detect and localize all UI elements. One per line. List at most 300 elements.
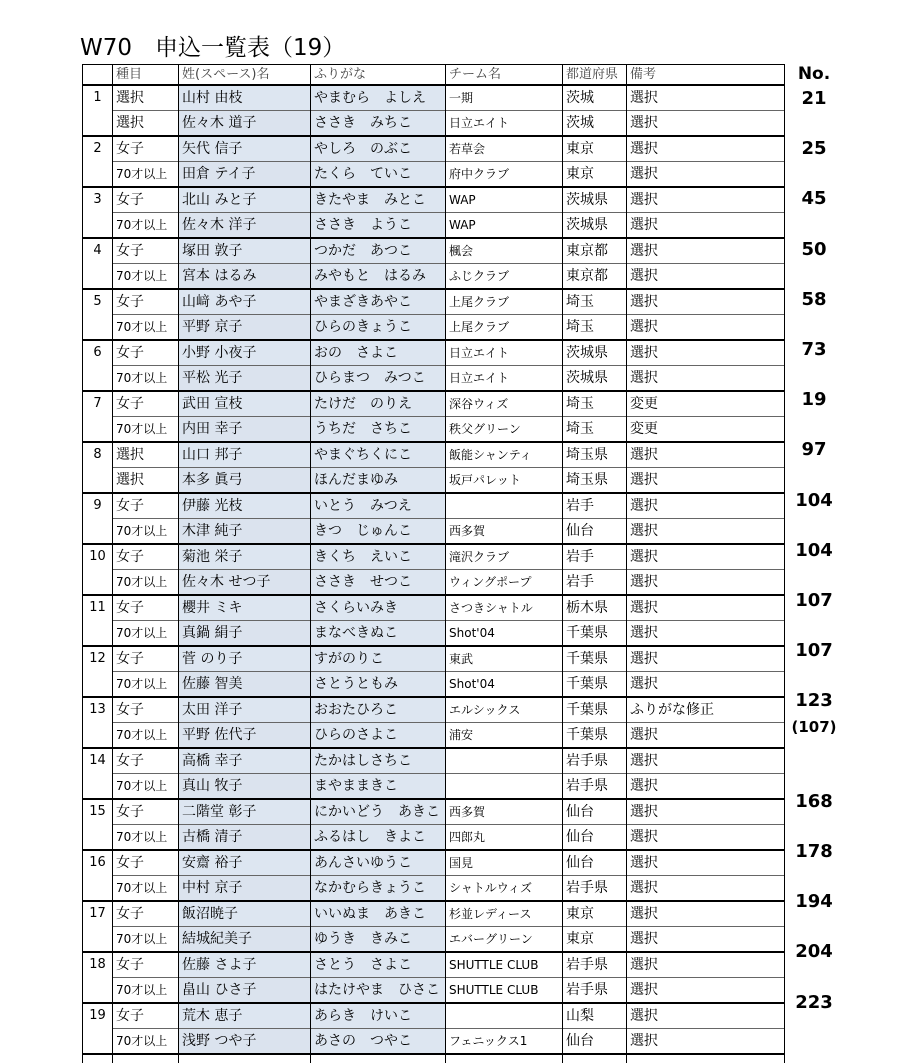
player-name: 本多 眞弓 [179,468,311,494]
note-cell: 選択 [627,213,785,239]
pair-index [83,1029,113,1055]
entry-number: 168 [795,790,833,812]
entry-number: 50 [801,238,827,260]
player-kana: ささき せつこ [311,570,446,596]
player-name: 平野 京子 [179,315,311,341]
prefecture: 山梨 [563,1003,627,1029]
player-name: 塚田 敦子 [179,238,311,264]
pair-index [83,519,113,545]
note-cell: 選択 [627,468,785,494]
player-kana: あらき けいこ [311,1003,446,1029]
prefecture: 埼玉 [563,289,627,315]
player-name: 小野 小夜子 [179,340,311,366]
team-name: 東武 [446,646,563,672]
event-cell: 選択 [113,442,179,468]
prefecture: 埼玉県 [563,442,627,468]
player-name: 中村 京子 [179,876,311,902]
player-kana: なかむらきょうこ [311,876,446,902]
table-row [83,264,785,290]
table-row [83,442,785,468]
prefecture: 仙台 [563,825,627,851]
player-kana: きつ じゅんこ [311,519,446,545]
header-kana: ふりがな [311,65,446,86]
pair-index: 16 [83,850,113,876]
pair-index: 10 [83,544,113,570]
team-name: WAP [446,187,563,213]
team-name: 国見 [446,850,563,876]
entry-number: 123 [795,690,833,712]
table-row [83,111,785,137]
event-cell: 70才以上 [113,723,179,749]
pair-index: 14 [83,748,113,774]
team-name: 杉並レディース [446,901,563,927]
entry-number-previous: (107) [791,717,837,736]
event-cell: 70才以上 [113,162,179,188]
pair-index: 6 [83,340,113,366]
team-name: SHUTTLE CLUB [446,978,563,1004]
pair-index: 15 [83,799,113,825]
player-name: 菅 のり子 [179,646,311,672]
player-kana: きくち えいこ [311,544,446,570]
entry-number: 21 [801,88,827,109]
pair-index: 4 [83,238,113,264]
team-name: 日立エイト [446,111,563,137]
note-cell: 選択 [627,748,785,774]
note-cell: 選択 [627,1029,785,1055]
player-name: 古橋 清子 [179,825,311,851]
player-kana: にかいどう あきこ [311,799,446,825]
player-name: 山村 由枝 [179,85,311,111]
prefecture: 東京 [563,927,627,953]
prefecture: 千葉県 [563,672,627,698]
table-row [83,544,785,570]
player-name: 武田 宣枝 [179,391,311,417]
note-cell: 選択 [627,825,785,851]
entry-table [82,64,785,1063]
team-name: 浦安 [446,723,563,749]
player-name: 浅野 つや子 [179,1029,311,1055]
pair-index [83,213,113,239]
note-cell: 選択 [627,901,785,927]
pair-index [83,468,113,494]
player-name: 荒木 恵子 [179,1003,311,1029]
event-cell: 女子 [113,952,179,978]
pair-index [83,876,113,902]
entry-number: 204 [795,941,833,963]
player-kana: いとう みつえ [311,493,446,519]
table-row [83,774,785,800]
team-name: WAP [446,213,563,239]
event-cell: 70才以上 [113,621,179,647]
empty-cell [113,1054,179,1063]
player-name: 真鍋 絹子 [179,621,311,647]
event-cell: 70才以上 [113,876,179,902]
player-name: 安齋 裕子 [179,850,311,876]
note-cell: 選択 [627,927,785,953]
prefecture: 栃木県 [563,595,627,621]
note-cell: 選択 [627,952,785,978]
header-event: 種目 [113,65,179,86]
prefecture: 仙台 [563,850,627,876]
prefecture: 千葉県 [563,621,627,647]
player-name: 佐藤 さよ子 [179,952,311,978]
prefecture: 岩手 [563,544,627,570]
empty-cell [179,1054,311,1063]
player-name: 畠山 ひさ子 [179,978,311,1004]
empty-cell [627,1054,785,1063]
table-row [83,621,785,647]
pair-index: 1 [83,85,113,111]
table-row [83,1029,785,1055]
player-kana: たかはしさちこ [311,748,446,774]
player-kana: うちだ さちこ [311,417,446,443]
table-row [83,927,785,953]
table-row [83,519,785,545]
team-name: 秩父グリーン [446,417,563,443]
team-name [446,1003,563,1029]
player-name: 佐藤 智美 [179,672,311,698]
prefecture: 千葉県 [563,646,627,672]
player-kana: つかだ あつこ [311,238,446,264]
prefecture: 茨城県 [563,366,627,392]
table-row [83,162,785,188]
table-row [83,799,785,825]
entry-number: 194 [795,891,833,913]
prefecture: 東京都 [563,264,627,290]
player-name: 佐々木 せつ子 [179,570,311,596]
team-name: 四郎丸 [446,825,563,851]
event-cell: 70才以上 [113,213,179,239]
player-name: 内田 幸子 [179,417,311,443]
pair-index: 12 [83,646,113,672]
team-name [446,493,563,519]
entry-number: 104 [795,489,833,511]
team-name: 一期 [446,85,563,111]
table-row [83,493,785,519]
note-cell: 選択 [627,621,785,647]
player-name: 山口 邦子 [179,442,311,468]
note-cell: 選択 [627,774,785,800]
note-cell: 選択 [627,850,785,876]
note-cell: 選択 [627,876,785,902]
page-title: W70 申込一覧表（19） [80,35,346,61]
player-kana: ひらのきょうこ [311,315,446,341]
player-kana: さくらいみき [311,595,446,621]
prefecture: 茨城県 [563,340,627,366]
player-name: 飯沼暁子 [179,901,311,927]
player-kana: みやもと はるみ [311,264,446,290]
table-row [83,340,785,366]
prefecture: 岩手 [563,493,627,519]
note-cell: 選択 [627,570,785,596]
note-cell: 選択 [627,646,785,672]
prefecture: 仙台 [563,1029,627,1055]
pair-index [83,723,113,749]
team-name: SHUTTLE CLUB [446,952,563,978]
empty-cell [311,1054,446,1063]
note-cell: 選択 [627,111,785,137]
note-cell: 選択 [627,315,785,341]
player-kana: ささき ようこ [311,213,446,239]
event-cell: 選択 [113,111,179,137]
event-cell: 70才以上 [113,264,179,290]
pair-index [83,570,113,596]
event-cell: 女子 [113,289,179,315]
entry-number: 58 [801,288,827,310]
player-kana: ほんだまゆみ [311,468,446,494]
event-cell: 70才以上 [113,978,179,1004]
prefecture: 岩手県 [563,952,627,978]
pair-index [83,672,113,698]
player-name: 平松 光子 [179,366,311,392]
note-cell: 選択 [627,264,785,290]
team-name: 若草会 [446,136,563,162]
entry-number: 19 [801,389,827,411]
table-row [83,315,785,341]
player-kana: あんさいゆうこ [311,850,446,876]
pair-index: 9 [83,493,113,519]
team-name: 楓会 [446,238,563,264]
player-kana: やまぐちくにこ [311,442,446,468]
entry-number: 107 [795,640,833,662]
team-name: エバーグリーン [446,927,563,953]
player-name: 櫻井 ミキ [179,595,311,621]
event-cell: 70才以上 [113,927,179,953]
player-kana: やまざきあやこ [311,289,446,315]
note-cell: 選択 [627,493,785,519]
event-cell: 女子 [113,697,179,723]
player-name: 山﨑 あや子 [179,289,311,315]
pair-index: 13 [83,697,113,723]
table-row [83,187,785,213]
prefecture: 仙台 [563,799,627,825]
pair-index [83,366,113,392]
player-kana: あさの つやこ [311,1029,446,1055]
event-cell: 女子 [113,799,179,825]
prefecture: 岩手県 [563,774,627,800]
note-cell: 選択 [627,238,785,264]
empty-cell [563,1054,627,1063]
prefecture: 埼玉県 [563,468,627,494]
empty-cell [83,1054,113,1063]
table-row [83,595,785,621]
event-cell: 女子 [113,187,179,213]
note-cell: 選択 [627,672,785,698]
table-row [83,978,785,1004]
prefecture: 仙台 [563,519,627,545]
prefecture: 埼玉 [563,391,627,417]
event-cell: 選択 [113,85,179,111]
entry-number: 104 [795,539,833,561]
table-row [83,748,785,774]
player-name: 佐々木 洋子 [179,213,311,239]
table-row [83,289,785,315]
note-cell: 選択 [627,162,785,188]
player-kana: すがのりこ [311,646,446,672]
note-cell: 選択 [627,136,785,162]
player-name: 佐々木 道子 [179,111,311,137]
prefecture: 岩手県 [563,748,627,774]
header-team: チーム名 [446,65,563,86]
table-row [83,672,785,698]
table-row [83,366,785,392]
table-row [83,723,785,749]
player-name: 真山 牧子 [179,774,311,800]
team-name: 深谷ウィズ [446,391,563,417]
player-name: 北山 みと子 [179,187,311,213]
team-name: 坂戸パレット [446,468,563,494]
player-kana: まやままきこ [311,774,446,800]
entry-number: 97 [801,439,827,461]
note-cell: 選択 [627,978,785,1004]
note-cell: 選択 [627,799,785,825]
pair-index: 2 [83,136,113,162]
note-cell: 選択 [627,289,785,315]
pair-index [83,927,113,953]
pair-index: 5 [83,289,113,315]
event-cell: 70才以上 [113,1029,179,1055]
note-cell: 変更 [627,417,785,443]
table-row [83,876,785,902]
event-cell: 女子 [113,1003,179,1029]
team-name: 西多賀 [446,519,563,545]
note-cell: 選択 [627,85,785,111]
player-name: 田倉 テイ子 [179,162,311,188]
player-kana: きたやま みとこ [311,187,446,213]
player-kana: いいぬま あきこ [311,901,446,927]
team-name: 上尾クラブ [446,289,563,315]
team-name [446,748,563,774]
player-name: 伊藤 光枝 [179,493,311,519]
team-name: 日立エイト [446,366,563,392]
entry-number: 25 [801,138,827,160]
team-name: 飯能シャンティ [446,442,563,468]
pair-index: 19 [83,1003,113,1029]
table-row-continued [83,1054,785,1063]
team-name: シャトルウィズ [446,876,563,902]
table-row [83,85,785,111]
prefecture: 埼玉 [563,315,627,341]
team-name: ウィングポープ [446,570,563,596]
prefecture: 東京 [563,162,627,188]
event-cell: 70才以上 [113,417,179,443]
table-row [83,391,785,417]
event-cell: 女子 [113,748,179,774]
prefecture: 茨城県 [563,213,627,239]
prefecture: 岩手 [563,570,627,596]
pair-index [83,978,113,1004]
pair-index: 17 [83,901,113,927]
player-name: 太田 洋子 [179,697,311,723]
team-name: 日立エイト [446,340,563,366]
prefecture: 千葉県 [563,723,627,749]
event-cell: 女子 [113,493,179,519]
event-cell: 女子 [113,136,179,162]
event-cell: 女子 [113,646,179,672]
pair-index [83,111,113,137]
player-kana: ひらのさよこ [311,723,446,749]
team-name: エルシックス [446,697,563,723]
prefecture: 茨城 [563,111,627,137]
prefecture: 東京 [563,136,627,162]
pair-index [83,621,113,647]
event-cell: 女子 [113,850,179,876]
pair-index [83,825,113,851]
no-header: No. [797,64,831,84]
pair-index: 7 [83,391,113,417]
event-cell: 女子 [113,595,179,621]
pair-index: 8 [83,442,113,468]
table-row [83,238,785,264]
player-kana: やまむら よしえ [311,85,446,111]
player-name: 二階堂 彰子 [179,799,311,825]
player-kana: ひらまつ みつこ [311,366,446,392]
note-cell: 選択 [627,187,785,213]
prefecture: 岩手県 [563,978,627,1004]
table-row [83,850,785,876]
pair-index [83,162,113,188]
team-name: 府中クラブ [446,162,563,188]
pair-index: 11 [83,595,113,621]
pair-index [83,315,113,341]
player-name: 結城紀美子 [179,927,311,953]
note-cell: 選択 [627,366,785,392]
team-name [446,774,563,800]
note-cell: 選択 [627,1003,785,1029]
player-name: 平野 佐代子 [179,723,311,749]
player-kana: さとうともみ [311,672,446,698]
table-row [83,468,785,494]
pair-index [83,774,113,800]
player-kana: ふるはし きよこ [311,825,446,851]
player-kana: おおたひろこ [311,697,446,723]
pair-index: 3 [83,187,113,213]
pair-index: 18 [83,952,113,978]
note-cell: 選択 [627,544,785,570]
header-index [83,65,113,86]
entry-number: 178 [795,841,833,862]
header-note: 備考 [627,65,785,86]
table-row [83,901,785,927]
event-cell: 女子 [113,391,179,417]
player-kana: ささき みちこ [311,111,446,137]
player-name: 高橋 幸子 [179,748,311,774]
note-cell: 選択 [627,442,785,468]
entry-number: 223 [795,991,833,1013]
team-name: 西多賀 [446,799,563,825]
event-cell: 女子 [113,340,179,366]
pair-index [83,264,113,290]
team-name: 上尾クラブ [446,315,563,341]
note-cell: ふりがな修正 [627,697,785,723]
player-kana: たけだ のりえ [311,391,446,417]
team-name: Shot'04 [446,672,563,698]
event-cell: 70才以上 [113,672,179,698]
table-row [83,646,785,672]
prefecture: 岩手県 [563,876,627,902]
table-row [83,417,785,443]
event-cell: 70才以上 [113,570,179,596]
player-kana: たくら ていこ [311,162,446,188]
header-name: 姓(スペース)名 [179,65,311,86]
table-row [83,570,785,596]
prefecture: 千葉県 [563,697,627,723]
player-kana: はたけやま ひさこ [311,978,446,1004]
event-cell: 70才以上 [113,774,179,800]
team-name: さつきシャトル [446,595,563,621]
entry-number: 73 [801,339,827,360]
note-cell: 選択 [627,595,785,621]
